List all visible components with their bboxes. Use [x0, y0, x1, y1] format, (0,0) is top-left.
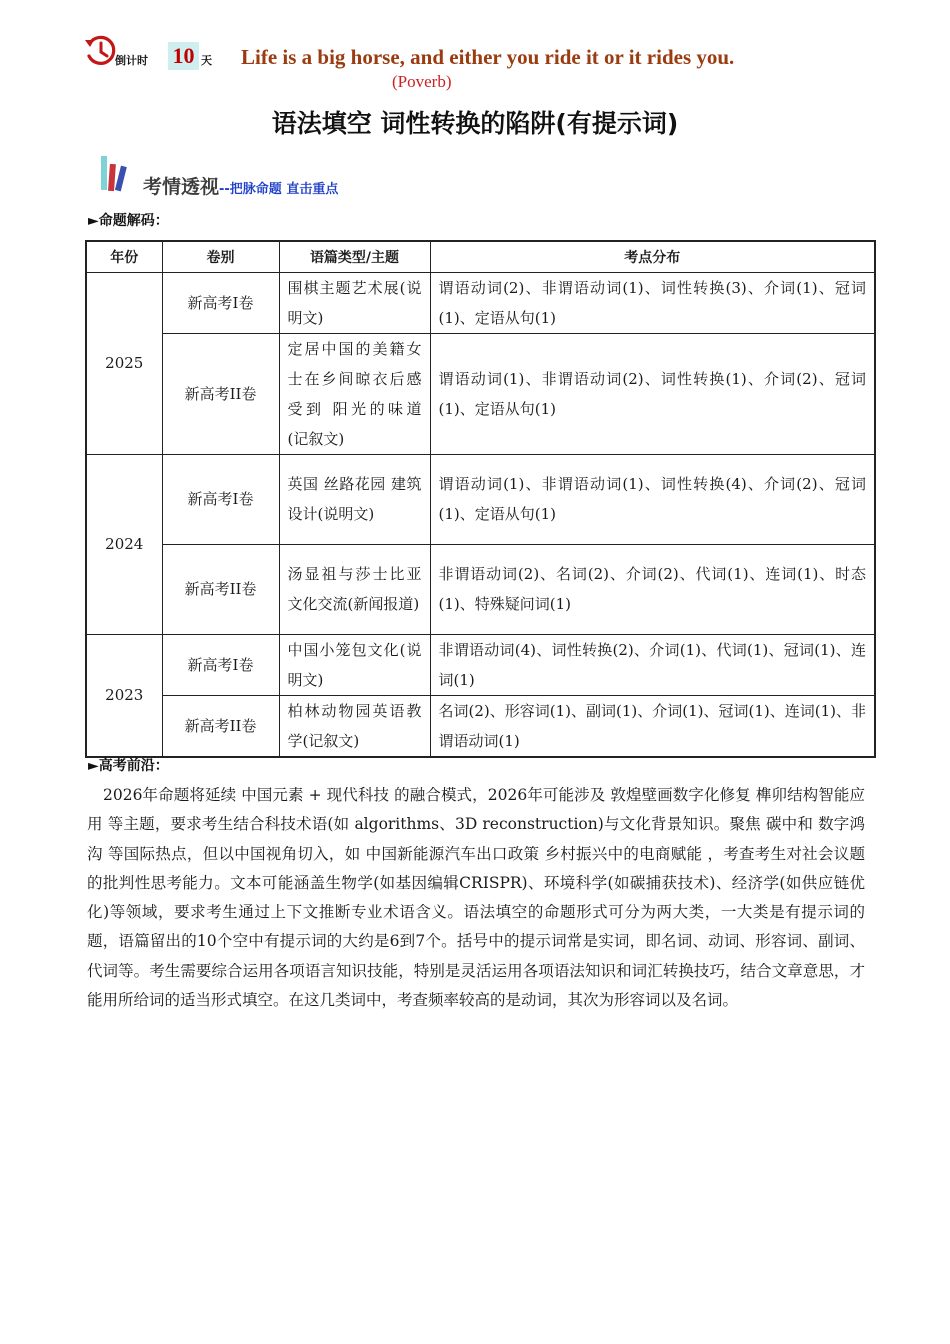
- points-cell: 谓语动词(1)、非谓语动词(2)、词性转换(1)、介词(2)、冠词(1)、定语从句(1): [430, 333, 875, 454]
- paper-cell: 新高考I卷: [162, 634, 279, 695]
- frontier-text: 2026年命题将延续 中国元素 + 现代科技 的融合模式，2026年可能涉及 敦煌壁画数字化修复 榫卯结构智能应用 等主题，要求考生结合科技术语(如 algorithms、3D reconstruction)与文化背景知识。聚焦 碳中和 数字鸿沟 等国际热点，但以中国视角切入，如 中国新能源汽车出口政策 乡村振兴中的电商赋能 ，考查考生对社会议题的批判性思考能力。文本可能涵盖生物学(如基因编辑CRISPR)、环境科学(如碳捕获技术)、经济学(如供应链优化)等领域，要求考生通过上下文推断专业术语含义。语法填空的命题形式可分为两大类，一大类是有提示词的题，语篇留出的10个空中有提示词的大约是6到7个。括号中的提示词常是实词，即名词、动词、形容词、副词、代词等。考生需要综合运用各项语言知识技能，特别是灵活运用各项语法知识和词汇转换技巧，结合文章意思，才能用所给词的适当形式填空。在这几类词中，考查频率较高的是动词，其次为形容词以及名词。: [87, 786, 865, 1010]
- countdown-number: 10: [168, 42, 199, 70]
- points-cell: 名词(2)、形容词(1)、副词(1)、介词(1)、冠词(1)、连词(1)、非谓语动词(1): [430, 695, 875, 757]
- books-icon: [100, 156, 130, 192]
- points-cell: 非谓语动词(2)、名词(2)、介词(2)、代词(1)、连词(1)、时态(1)、特殊疑问词(1): [430, 544, 875, 634]
- year-cell: 2024: [86, 454, 162, 634]
- paper-cell: 新高考I卷: [162, 272, 279, 333]
- year-cell: 2023: [86, 634, 162, 757]
- table-row: [86, 544, 875, 634]
- topic-cell: 围棋主题艺术展(说明文): [279, 272, 430, 333]
- header-points: 考点分布: [430, 241, 875, 272]
- topic-cell: 柏林动物园英语教学(记叙文): [279, 695, 430, 757]
- motto: Life is a big horse, and either you ride it or it rides you.: [241, 45, 735, 69]
- section-title: 考情透视--把脉命题 直击重点: [143, 176, 339, 198]
- paper-cell: 新高考I卷: [162, 454, 279, 544]
- topic-cell: 定居中国的美籍女士在乡间晾衣后感受到 阳光的味道 (记叙文): [279, 333, 430, 454]
- topic-cell: 中国小笼包文化(说明文): [279, 634, 430, 695]
- page-header: [84, 32, 884, 94]
- page-title: 语法填空 词性转换的陷阱(有提示词): [271, 109, 679, 138]
- motto-source: (Poverb): [392, 72, 452, 91]
- points-cell: 非谓语动词(4)、词性转换(2)、介词(1)、代词(1)、冠词(1)、连词(1): [430, 634, 875, 695]
- section-subtitle: --把脉命题 直击重点: [219, 182, 339, 197]
- header-paper: 卷别: [162, 241, 279, 272]
- header-topic: 语篇类型/主题: [279, 241, 430, 272]
- points-cell: 谓语动词(1)、非谓语动词(1)、词性转换(4)、介词(2)、冠词(1)、定语从句(1): [430, 454, 875, 544]
- frontier-label: ►高考前沿：: [88, 758, 169, 774]
- table-header-row: [86, 241, 875, 272]
- topic-cell: 汤显祖与莎士比亚文化交流(新闻报道): [279, 544, 430, 634]
- exam-table: [85, 240, 876, 758]
- countdown-prefix: 倒计时: [115, 54, 148, 67]
- paper-cell: 新高考II卷: [162, 695, 279, 757]
- paper-cell: 新高考II卷: [162, 333, 279, 454]
- topic-cell: 英国 丝路花园 建筑设计(说明文): [279, 454, 430, 544]
- clock-icon: [84, 34, 118, 68]
- table-row: [86, 634, 875, 695]
- table-row: [86, 272, 875, 333]
- header-year: 年份: [86, 241, 162, 272]
- table-row: [86, 454, 875, 544]
- section-heading: [100, 156, 520, 198]
- proposition-label: ►命题解码：: [88, 213, 169, 229]
- year-cell: 2025: [86, 272, 162, 454]
- countdown-suffix: 天: [201, 54, 212, 67]
- table-row: [86, 333, 875, 454]
- points-cell: 谓语动词(2)、非谓语动词(1)、词性转换(3)、介词(1)、冠词(1)、定语从句(1): [430, 272, 875, 333]
- table-row: [86, 695, 875, 757]
- frontier-paragraph: [87, 781, 865, 1015]
- paper-cell: 新高考II卷: [162, 544, 279, 634]
